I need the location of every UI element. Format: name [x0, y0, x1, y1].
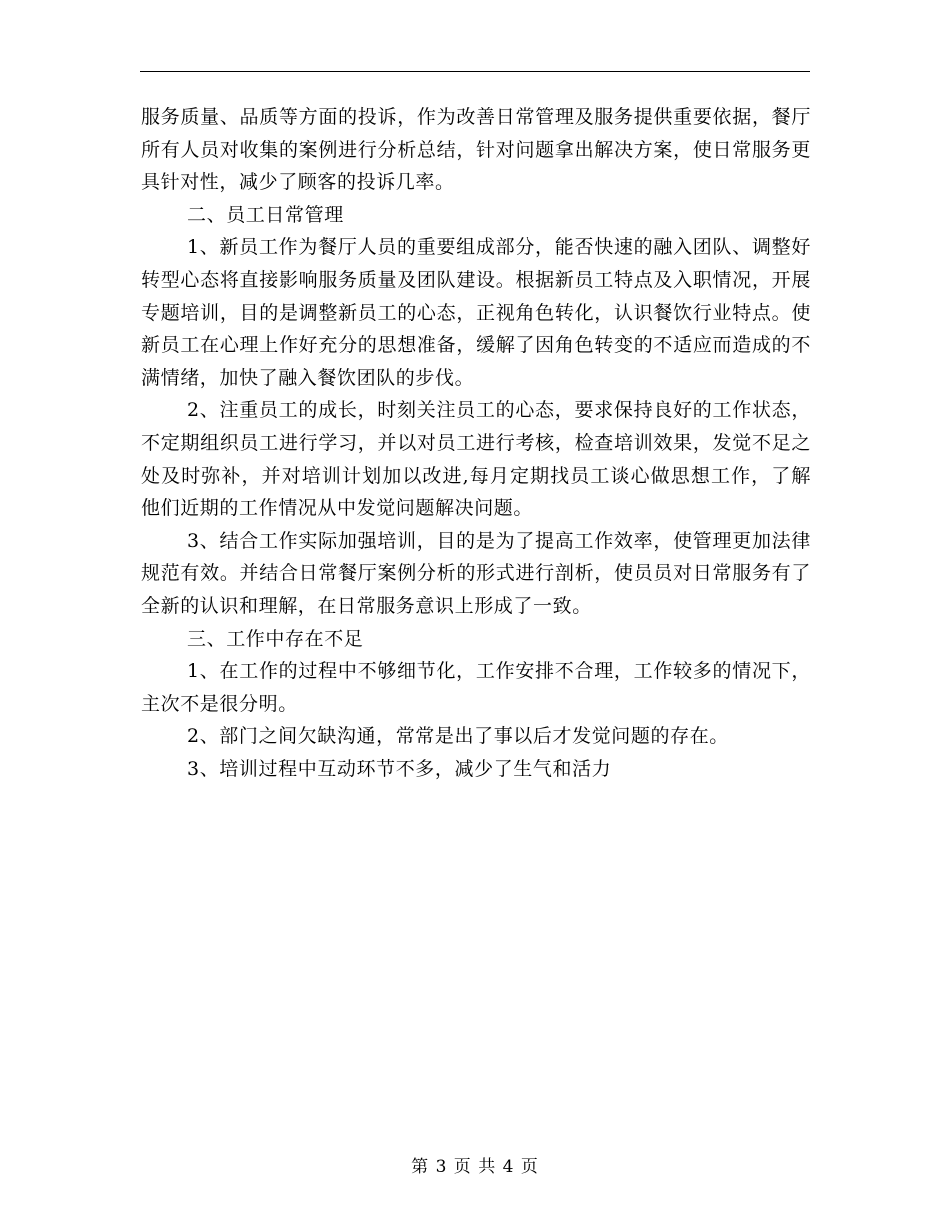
- paragraph-training: 3、结合工作实际加强培训，目的是为了提高工作效率，使管理更加法律规范有效。并结合日常餐厅案例分析的形式进行剖析，使员员对日常服务有了全新的认识和理解，在日常服务意识上形成了一致。: [141, 529, 811, 617]
- paragraph-shortcoming-1: 1、在工作的过程中不够细节化，工作安排不合理，工作较多的情况下，主次不是很分明。: [141, 660, 811, 715]
- paragraph-shortcoming-2: 2、部门之间欠缺沟通，常常是出了事以后才发觉问题的存在。: [187, 725, 729, 748]
- section-heading-staff-management: 二、员工日常管理: [187, 203, 344, 226]
- paragraph-staff-growth: 2、注重员工的成长，时刻关注员工的心态，要求保持良好的工作状态，不定期组织员工进行学习，并以对员工进行考核，检查培训效果，发觉不足之处及时弥补，并对培训计划加以改进,每月定期找员工谈心做思想工作，了解他们近期的工作情况从中发觉问题解决问题。: [141, 399, 811, 520]
- paragraph-shortcoming-3: 3、培训过程中互动环节不多，减少了生气和活力: [187, 757, 612, 780]
- page-number-label: 第 3 页 共 4 页: [411, 1157, 539, 1177]
- header-rule: [140, 71, 810, 72]
- section-heading-shortcomings: 三、工作中存在不足: [187, 627, 364, 650]
- page-footer: [0, 1152, 950, 1177]
- paragraph-new-staff: 1、新员工作为餐厅人员的重要组成部分，能否快速的融入团队、调整好转型心态将直接影响服务质量及团队建设。根据新员工特点及入职情况，开展专题培训，目的是调整新员工的心态，正视角色转化，认识餐饮行业特点。使新员工在心理上作好充分的思想准备，缓解了因角色转变的不适应而造成的不满情绪，加快了融入餐饮团队的步伐。: [141, 236, 811, 389]
- document-body: [141, 101, 811, 785]
- paragraph-continuation: 服务质量、品质等方面的投诉，作为改善日常管理及服务提供重要依据，餐厅所有人员对收集的案例进行分析总结，针对问题拿出解决方案，使日常服务更具针对性，减少了顾客的投诉几率。: [141, 106, 811, 194]
